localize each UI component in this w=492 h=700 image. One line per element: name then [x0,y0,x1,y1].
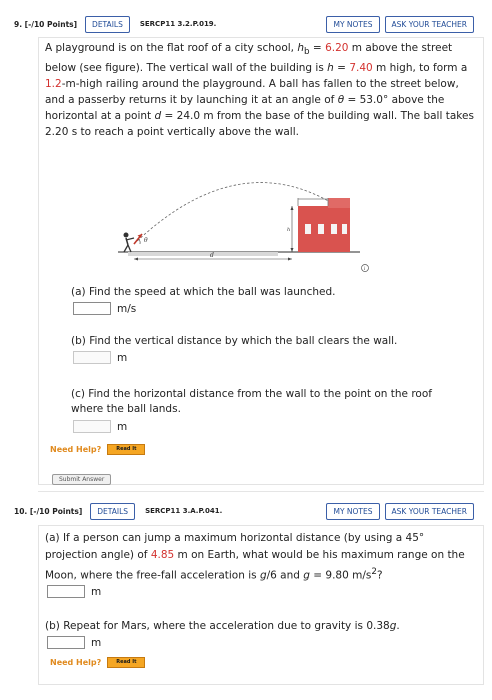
q10-ask-teacher-button[interactable]: ASK YOUR TEACHER [385,503,475,520]
q9-part-b-unit: m [117,351,128,364]
q9-part-a-answer-row [73,302,136,315]
q10-need-help [50,657,145,668]
q9-need-help [50,444,145,455]
q9-part-a-input[interactable] [73,302,111,315]
question-10-number: 10. [-/10 Points] [14,506,83,516]
q10-part-b-answer-row [47,636,101,649]
q10-my-notes-button[interactable]: MY NOTES [326,503,379,520]
street-ground [128,252,278,256]
question-10-header [0,498,492,524]
q9-part-a-unit: m/s [117,302,137,315]
question-9-number: 9. [-/10 Points] [14,19,78,29]
q9-part-c-answer-row [73,420,127,433]
window-4 [342,224,347,234]
hb-value: 6.20 [325,42,349,54]
q9-part-a-text: (a) Find the speed at which the ball was launched. [71,286,336,298]
passerby-figure [124,233,135,253]
q9-part-b-input[interactable] [73,351,111,364]
q9-part-c-text: (c) Find the horizontal distance from the wall to the point on the roof where the ball lands. [71,388,432,415]
window-1 [305,224,311,234]
q9-part-c-unit: m [117,420,128,433]
q9-part-c-input[interactable] [73,420,111,433]
q10-need-help-label: Need Help? [50,658,102,667]
q10-part-a-text: (a) If a person can jump a maximum horizontal distance (by using a 45° projection angle) of 4.85 m on Earth, what would be his maximum range on the Moon, where the free-fall acceleration is g/6 and g = 9.80 $m/s^2$? [45,532,465,582]
q9-submit-answer-button[interactable]: Submit Answer [52,474,111,485]
q10-part-b-unit: m [91,636,102,649]
q10-part-b-input[interactable] [47,636,85,649]
h-label: h [287,227,291,233]
q9-problem-code: SERCP11 3.2.P.019. [139,20,217,28]
d-label: d [210,252,214,259]
theta-label: θ [144,237,148,244]
q10-part-a-input[interactable] [47,585,85,598]
divider [38,491,484,492]
q10-part-a-answer-row [47,585,101,598]
q9-ask-teacher-button[interactable]: ASK YOUR TEACHER [385,16,475,33]
q10-details-button[interactable]: DETAILS [90,503,135,520]
window-2 [318,224,324,234]
q9-my-notes-button[interactable]: MY NOTES [326,16,379,33]
q10-read-it-button[interactable]: Read It [107,657,145,668]
q9-details-button[interactable]: DETAILS [85,16,130,33]
q9-part-b-answer-row [73,351,127,364]
q10-part-b-text: (b) Repeat for Mars, where the acceleration due to gravity is 0.38g. [45,620,400,632]
h-value: 7.40 [349,62,373,75]
svg-text:i: i [363,266,366,272]
q9-part-b-text: (b) Find the vertical distance by which the ball clears the wall. [71,335,398,347]
q9-problem-text: A playground is on the flat roof of a city school, $h_b = 6.20$ m above the street below (see figure). The vertical wall of the building is h = 7.40 m high, to form a 1.2-m-high railing around the playground. A ball has fallen to the street below, and a passerby returns it by launching it at an angle of θ = 53.0° above the horizontal at a point d = 24.0 m from the base of the building wall. The ball takes 2.20 s to reach a point vertically above the wall. [45,42,474,139]
question-9-header [0,11,492,37]
window-3 [331,224,337,234]
railing-value: 1.2 [45,78,62,91]
playground-figure [110,168,380,278]
q10-problem-code: SERCP11 3.A.P.041. [145,507,223,515]
q9-read-it-button[interactable]: Read It [107,444,145,455]
q9-need-help-label: Need Help? [50,445,102,454]
q10-part-a-unit: m [91,585,102,598]
jump-distance-value: 4.85 [150,549,175,561]
